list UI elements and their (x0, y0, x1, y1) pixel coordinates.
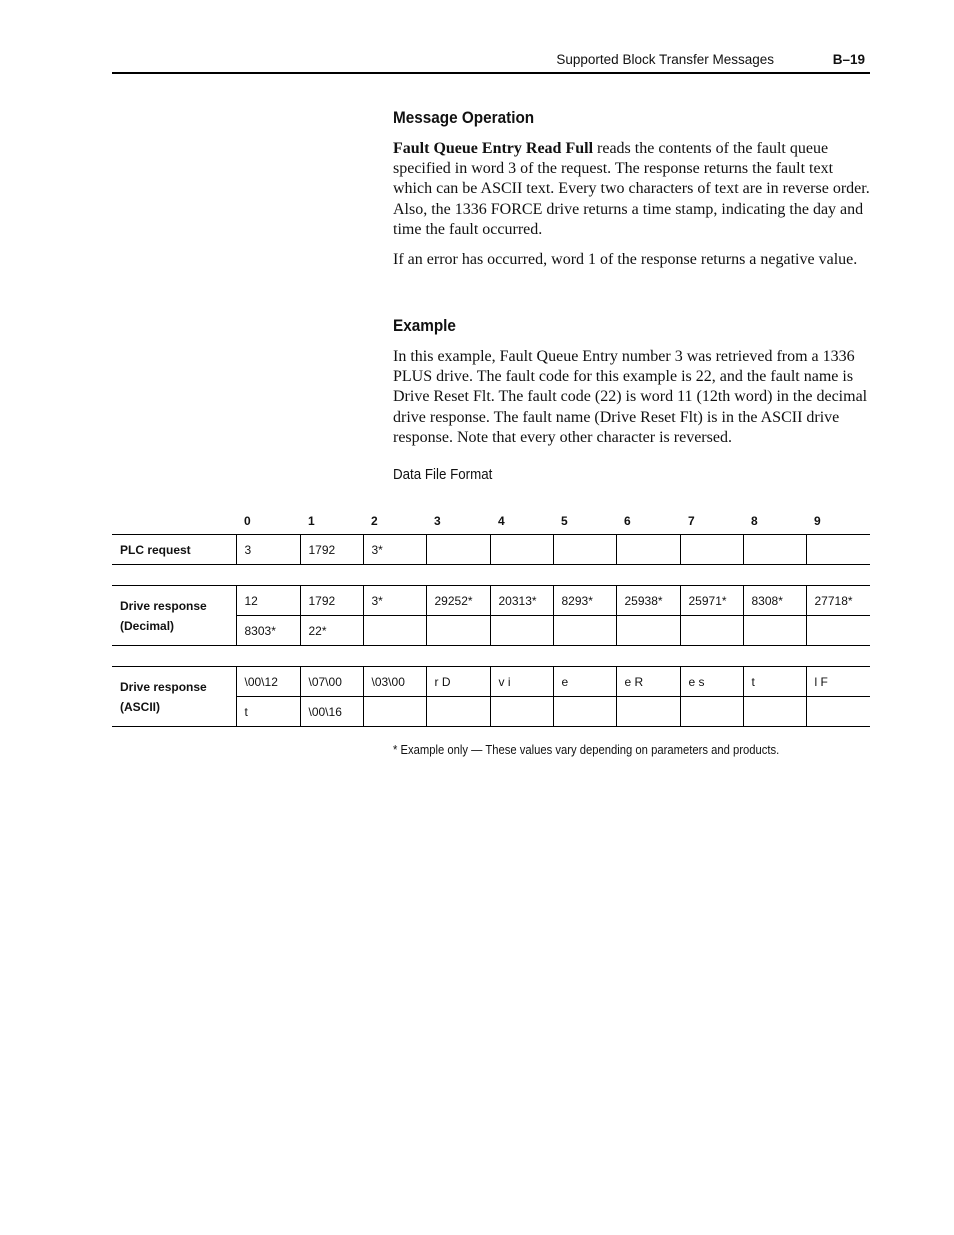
table-cell: 8303* (236, 616, 300, 646)
error-paragraph: If an error has occurred, word 1 of the response returns a negative value. (393, 251, 858, 268)
table-cell (553, 616, 616, 646)
data-file-format-table (112, 508, 870, 727)
table-cell: 3* (363, 586, 426, 616)
table-cell (363, 616, 426, 646)
ascii-response-row (112, 667, 870, 697)
table-cell: e s (680, 667, 743, 697)
example-paragraph: In this example, Fault Queue Entry number 3 was retrieved from a 1336 PLUS drive. The fault code for this example is 22, and the fault name is Drive Reset Flt. The fault code (22) is word 11 (12th word) in the decimal drive response. The fault name (Drive Reset Flt) is in the ASCII drive response. Note that every other character is reversed. (393, 348, 868, 446)
column-header: 8 (751, 514, 758, 528)
table-cell: v i (490, 667, 553, 697)
column-header: 0 (244, 514, 251, 528)
table-cell: l F (806, 667, 870, 697)
table-cell: r D (426, 667, 490, 697)
table-cell: 8308* (743, 586, 806, 616)
table-cell (743, 535, 806, 565)
table-cell: 3 (236, 535, 300, 565)
message-operation-text: reads the contents of the fault queue specified in word 3 of the request. The response returns the fault text which can be ASCII text. Every two characters of text are in reverse order. Also, the 1336 FORCE drive returns a time stamp, indicating the day and time the fault occurred. (393, 140, 870, 238)
table-cell (553, 535, 616, 565)
column-header-row (112, 508, 870, 535)
table-cell: 1792 (300, 586, 363, 616)
table-cell: e (553, 667, 616, 697)
table-cell: e R (616, 667, 680, 697)
table-cell: 20313* (490, 586, 553, 616)
table-cell (680, 697, 743, 727)
table-cell: 29252* (426, 586, 490, 616)
table-footnote: * Example only — These values vary depending on parameters and products. (393, 743, 780, 757)
table-cell: \00\12 (236, 667, 300, 697)
table-cell: 27718* (806, 586, 870, 616)
table-cell (680, 616, 743, 646)
column-header: 6 (624, 514, 631, 528)
table-cell (806, 535, 870, 565)
table-cell (616, 697, 680, 727)
command-name: Fault Queue Entry Read Full (393, 140, 594, 157)
table-cell: 1792 (300, 535, 363, 565)
example-heading: Example (393, 316, 456, 335)
table-cell (680, 535, 743, 565)
table-cell (616, 535, 680, 565)
decimal-response-row (112, 586, 870, 616)
table-cell (490, 616, 553, 646)
table-cell: 3* (363, 535, 426, 565)
table-cell (743, 616, 806, 646)
row-label: Drive response (ASCII) (112, 667, 236, 727)
row-label: PLC request (112, 535, 236, 565)
table-cell (806, 697, 870, 727)
table-cell: \07\00 (300, 667, 363, 697)
column-header: 2 (371, 514, 378, 528)
table-cell (616, 616, 680, 646)
column-header: 1 (308, 514, 315, 528)
table-cell (426, 616, 490, 646)
message-operation-paragraph (393, 139, 871, 240)
table-cell: \03\00 (363, 667, 426, 697)
table-cell (806, 616, 870, 646)
table-cell: 12 (236, 586, 300, 616)
page-number: B–19 (832, 52, 865, 67)
column-header: 7 (688, 514, 695, 528)
message-operation-heading: Message Operation (393, 108, 535, 127)
table-cell: \00\16 (300, 697, 363, 727)
table-cell (363, 697, 426, 727)
column-header: 4 (498, 514, 505, 528)
table-cell (490, 535, 553, 565)
column-header: 9 (814, 514, 821, 528)
column-header: 5 (561, 514, 568, 528)
table-cell: 25938* (616, 586, 680, 616)
table-cell: t (236, 697, 300, 727)
table-cell (426, 697, 490, 727)
table-cell (553, 697, 616, 727)
table-cell (490, 697, 553, 727)
table-caption: Data File Format (393, 467, 493, 483)
row-label: Drive response (Decimal) (112, 586, 236, 646)
table-cell: 25971* (680, 586, 743, 616)
table-cell: 22* (300, 616, 363, 646)
section-title: Supported Block Transfer Messages (556, 52, 774, 67)
table-cell: 8293* (553, 586, 616, 616)
table-cell: t (743, 667, 806, 697)
column-header: 3 (434, 514, 441, 528)
table-cell (426, 535, 490, 565)
plc-request-row (112, 535, 870, 565)
page-header (112, 50, 870, 74)
table-cell (743, 697, 806, 727)
